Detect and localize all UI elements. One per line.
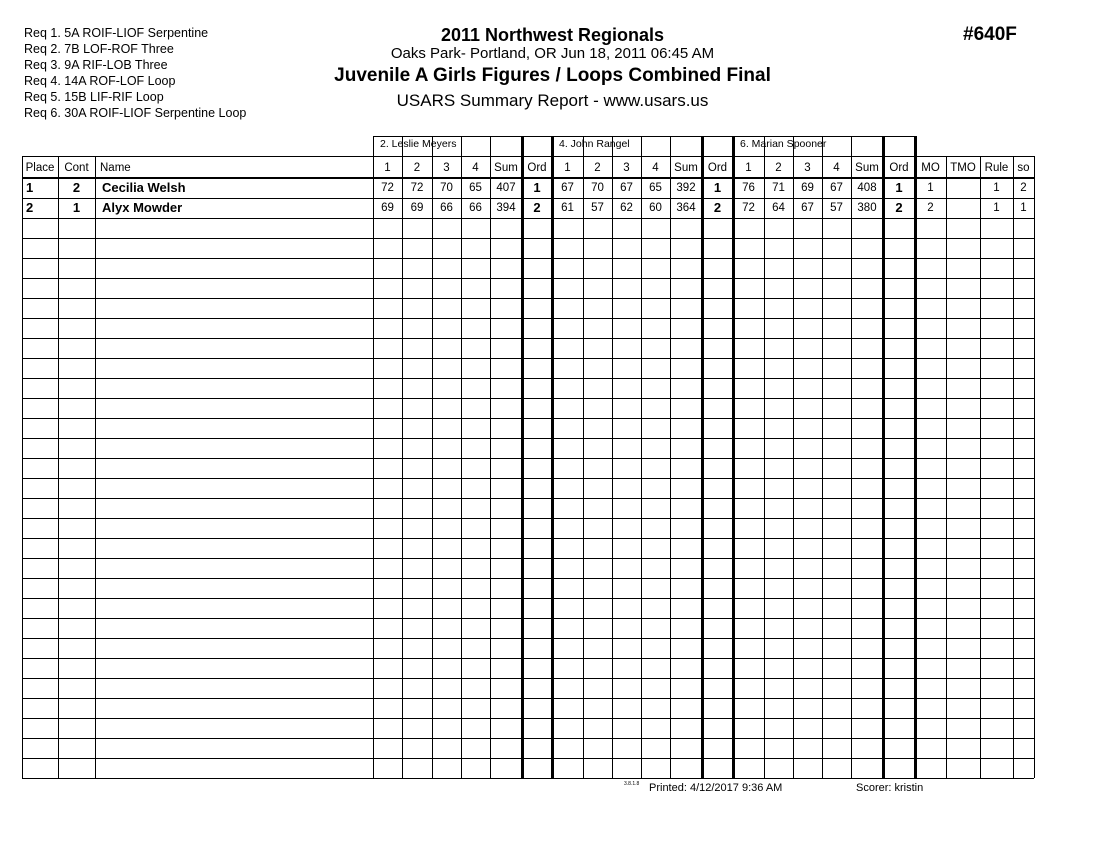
- judge-ordinal: 1: [895, 180, 903, 195]
- column-divider: [373, 136, 374, 778]
- ordinal-separator: [521, 136, 524, 778]
- judge-score: 57: [830, 202, 843, 214]
- competition-title: 2011 Northwest Regionals: [440, 25, 665, 45]
- row-divider: [22, 258, 1034, 259]
- judge-score: 57: [591, 202, 604, 214]
- row-divider: [22, 598, 1034, 599]
- row-divider: [22, 778, 1034, 779]
- column-divider: [670, 136, 671, 778]
- column-header-sum: Sum: [494, 162, 518, 174]
- column-divider: [851, 136, 852, 778]
- judge-score: 70: [591, 182, 604, 194]
- requirement-item: Req 1. 5A ROIF-LIOF Serpentine: [24, 26, 209, 40]
- requirements-list: [24, 25, 246, 121]
- judge-score: 69: [410, 202, 424, 214]
- row-divider: [22, 738, 1034, 739]
- row-divider: [22, 418, 1034, 419]
- row-divider: [22, 558, 1034, 559]
- row-divider: [22, 338, 1034, 339]
- column-divider: [946, 156, 947, 778]
- requirement-item: Req 4. 14A ROF-LOF Loop: [24, 74, 176, 88]
- row-divider: [22, 678, 1034, 679]
- judge-score: 67: [830, 182, 843, 194]
- row-divider: [22, 638, 1034, 639]
- row-divider: [22, 398, 1034, 399]
- scorer-name: Scorer: kristin: [856, 782, 924, 794]
- judge-score: 60: [649, 202, 662, 214]
- judge-score: 66: [440, 202, 453, 214]
- row-divider: [22, 518, 1034, 519]
- column-header-sum: Sum: [855, 162, 879, 174]
- judge-score: 70: [440, 182, 453, 194]
- column-divider: [1013, 156, 1014, 778]
- skater-name: Cecilia Welsh: [102, 180, 186, 195]
- column-divider: [95, 156, 96, 778]
- mo-value: 2: [927, 202, 934, 214]
- requirement-item: Req 5. 15B LIF-RIF Loop: [24, 90, 164, 104]
- rule-value: 1: [993, 202, 1000, 214]
- column-header-score: 2: [594, 162, 601, 174]
- judge-sum: 392: [676, 182, 696, 194]
- column-header-cont: Cont: [64, 162, 89, 174]
- column-header-score: 3: [443, 162, 450, 174]
- column-header-score: 1: [745, 162, 752, 174]
- report-title: USARS Summary Report - www.usars.us: [396, 91, 709, 110]
- row-divider: [22, 618, 1034, 619]
- column-header-score: 4: [472, 162, 479, 174]
- column-header-score: 1: [564, 162, 571, 174]
- column-header-place: Place: [25, 162, 55, 174]
- judge-score: 67: [801, 202, 814, 214]
- judge-score: 71: [772, 182, 785, 194]
- judge-ordinal: 2: [533, 200, 541, 215]
- event-number: #640F: [963, 24, 1017, 45]
- judge-score: 69: [381, 202, 394, 214]
- row-divider: [22, 278, 1034, 279]
- column-divider: [764, 136, 765, 778]
- column-header-sum: Sum: [674, 162, 698, 174]
- judge-score: 67: [561, 182, 574, 194]
- column-divider: [641, 136, 642, 778]
- column-divider: [461, 136, 462, 778]
- cont-value: 2: [72, 180, 81, 195]
- place-value: 2: [26, 200, 34, 215]
- judge-ordinal: 2: [713, 200, 722, 215]
- column-header-rule: Rule: [984, 162, 1009, 174]
- column-header-ord: Ord: [707, 162, 728, 174]
- judge-score: 67: [620, 182, 633, 194]
- judge-score: 72: [410, 182, 424, 194]
- ordinal-separator: [732, 136, 735, 778]
- row-divider: [22, 478, 1034, 479]
- judge-sum: 380: [857, 202, 877, 214]
- requirement-item: Req 2. 7B LOF-ROF Three: [24, 42, 174, 56]
- column-divider: [490, 136, 491, 778]
- judge-score: 72: [742, 202, 755, 214]
- column-divider: [1034, 156, 1035, 778]
- requirement-item: Req 3. 9A RIF-LOB Three: [24, 58, 168, 72]
- judge-score: 66: [469, 202, 482, 214]
- rule-value: 1: [993, 182, 1000, 194]
- column-header-score: 3: [804, 162, 811, 174]
- judge-name: 2. Leslie Meyers: [380, 138, 457, 150]
- judge-name: 6. Marian Spooner: [740, 138, 827, 150]
- skater-name: Alyx Mowder: [102, 200, 183, 215]
- column-header-ord: Ord: [527, 162, 547, 174]
- row-divider: [22, 538, 1034, 539]
- judge-score: 69: [801, 182, 814, 194]
- summary-table: [22, 136, 1034, 782]
- column-header-ord: Ord: [889, 162, 909, 174]
- row-divider: [22, 658, 1034, 659]
- column-divider: [58, 156, 59, 778]
- column-header-mo: MO: [921, 162, 940, 174]
- judge-score: 65: [469, 182, 482, 194]
- judge-sum: 364: [676, 202, 696, 214]
- ordinal-separator: [882, 136, 885, 778]
- ordinal-separator: [551, 136, 554, 778]
- column-divider: [980, 156, 981, 778]
- mo-value: 1: [927, 182, 934, 194]
- row-divider: [22, 318, 1034, 319]
- column-header-score: 1: [384, 162, 391, 174]
- column-header-top-border: [22, 156, 1034, 157]
- row-divider: [22, 358, 1034, 359]
- row-divider: [22, 378, 1034, 379]
- column-divider: [22, 156, 23, 778]
- judge-score: 65: [649, 182, 662, 194]
- row-divider: [22, 238, 1034, 239]
- column-divider: [583, 136, 584, 778]
- column-header-score: 2: [413, 162, 421, 174]
- row-divider: [22, 458, 1034, 459]
- column-divider: [432, 136, 433, 778]
- column-header-tmo: TMO: [950, 162, 976, 174]
- row-divider: [22, 498, 1034, 499]
- judge-score: 64: [772, 202, 785, 214]
- judge-sum: 407: [496, 182, 516, 194]
- judge-ordinal: 2: [895, 200, 903, 215]
- column-header-score: 3: [623, 162, 630, 174]
- column-divider: [612, 136, 613, 778]
- row-divider: [22, 698, 1034, 699]
- cont-value: 1: [72, 200, 81, 215]
- row-divider: [22, 298, 1034, 299]
- requirement-item: Req 6. 30A ROIF-LIOF Serpentine Loop: [24, 106, 247, 120]
- column-divider: [402, 136, 403, 778]
- column-divider: [793, 136, 794, 778]
- judge-sum: 408: [857, 182, 877, 194]
- software-version: 3.8.1.8: [624, 781, 640, 787]
- judge-sum: 394: [496, 202, 516, 214]
- column-header-score: 2: [775, 162, 782, 174]
- so-value: 1: [1020, 202, 1027, 214]
- judge-ordinal: 1: [533, 180, 541, 195]
- judge-score: 76: [742, 182, 755, 194]
- column-header-score: 4: [652, 162, 659, 174]
- column-divider: [822, 136, 823, 778]
- judge-score: 62: [620, 202, 633, 214]
- row-divider: [22, 578, 1034, 579]
- row-divider: [22, 218, 1034, 219]
- judge-score: 61: [561, 202, 574, 214]
- ordinal-separator: [914, 136, 917, 778]
- column-header-score: 4: [833, 162, 840, 174]
- judge-score: 72: [381, 182, 394, 194]
- column-header-name: Name: [100, 162, 131, 174]
- row-divider: [22, 438, 1034, 439]
- judge-name: 4. John Rangel: [559, 138, 630, 150]
- event-title: Juvenile A Girls Figures / Loops Combined Final: [334, 65, 771, 86]
- row-divider: [22, 758, 1034, 759]
- ordinal-separator: [701, 136, 704, 778]
- place-value: 1: [26, 180, 34, 195]
- row-divider: [22, 718, 1034, 719]
- location-date: Oaks Park- Portland, OR Jun 18, 2011 06:45 AM: [390, 45, 715, 62]
- so-value: 2: [1020, 182, 1027, 194]
- printed-timestamp: Printed: 4/12/2017 9:36 AM: [649, 782, 783, 794]
- judge-ordinal: 1: [713, 180, 722, 195]
- column-header-so: so: [1017, 162, 1030, 174]
